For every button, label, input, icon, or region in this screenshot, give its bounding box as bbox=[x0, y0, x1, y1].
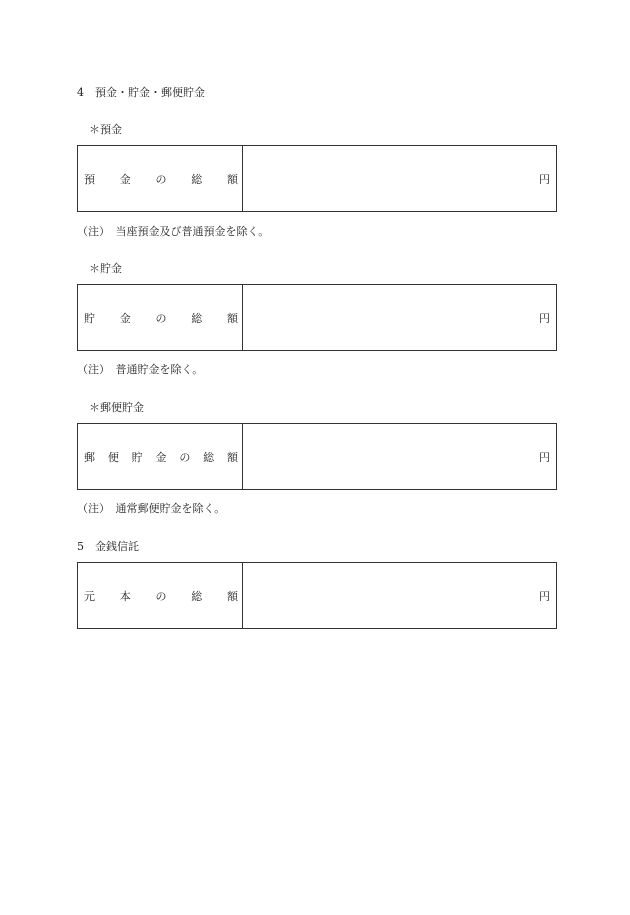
cell-divider bbox=[242, 285, 243, 350]
savings-subheading: ＊貯金 bbox=[89, 262, 122, 275]
label-char: 額 bbox=[227, 311, 238, 325]
cell-divider bbox=[242, 563, 243, 628]
label-char: の bbox=[155, 172, 167, 186]
label-char: 額 bbox=[227, 172, 238, 186]
label-char: の bbox=[155, 311, 167, 325]
deposit-total-box bbox=[77, 145, 557, 212]
label-char: 貯 bbox=[131, 450, 143, 464]
postal-subheading: ＊郵便貯金 bbox=[89, 401, 144, 414]
trust-principal-label bbox=[84, 563, 238, 628]
label-char: 総 bbox=[191, 311, 203, 325]
savings-total-box bbox=[77, 284, 557, 351]
label-char: 金 bbox=[119, 172, 131, 186]
postal-total-box bbox=[77, 423, 557, 490]
savings-total-label bbox=[84, 285, 238, 350]
section5-heading: 5 金銭信託 bbox=[77, 540, 139, 553]
deposit-total-label bbox=[84, 146, 238, 211]
postal-total-label bbox=[84, 424, 238, 489]
label-char: 郵 bbox=[84, 450, 95, 464]
yen-unit: 円 bbox=[539, 172, 550, 186]
deposit-subheading: ＊預金 bbox=[89, 123, 122, 136]
yen-unit: 円 bbox=[539, 450, 550, 464]
label-char: 預 bbox=[84, 172, 95, 186]
deposit-note: （注） 当座預金及び普通預金を除く。 bbox=[77, 225, 270, 238]
label-char: 便 bbox=[107, 450, 119, 464]
section4-heading: 4 預金・貯金・郵便貯金 bbox=[77, 86, 205, 99]
label-char: 額 bbox=[226, 450, 238, 464]
cell-divider bbox=[242, 424, 243, 489]
label-char: 元 bbox=[84, 589, 95, 603]
label-char: の bbox=[155, 589, 167, 603]
label-char: 総 bbox=[191, 589, 203, 603]
label-char: 金 bbox=[119, 311, 131, 325]
yen-unit: 円 bbox=[539, 311, 550, 325]
label-char: 貯 bbox=[84, 311, 95, 325]
cell-divider bbox=[242, 146, 243, 211]
postal-note: （注） 通常郵便貯金を除く。 bbox=[77, 502, 226, 515]
savings-note: （注） 普通貯金を除く。 bbox=[77, 363, 204, 376]
label-char: の bbox=[179, 450, 191, 464]
label-char: 総 bbox=[191, 172, 203, 186]
label-char: 額 bbox=[227, 589, 238, 603]
label-char: 本 bbox=[119, 589, 131, 603]
trust-principal-box bbox=[77, 562, 557, 629]
label-char: 金 bbox=[155, 450, 167, 464]
yen-unit: 円 bbox=[539, 589, 550, 603]
label-char: 総 bbox=[203, 450, 215, 464]
